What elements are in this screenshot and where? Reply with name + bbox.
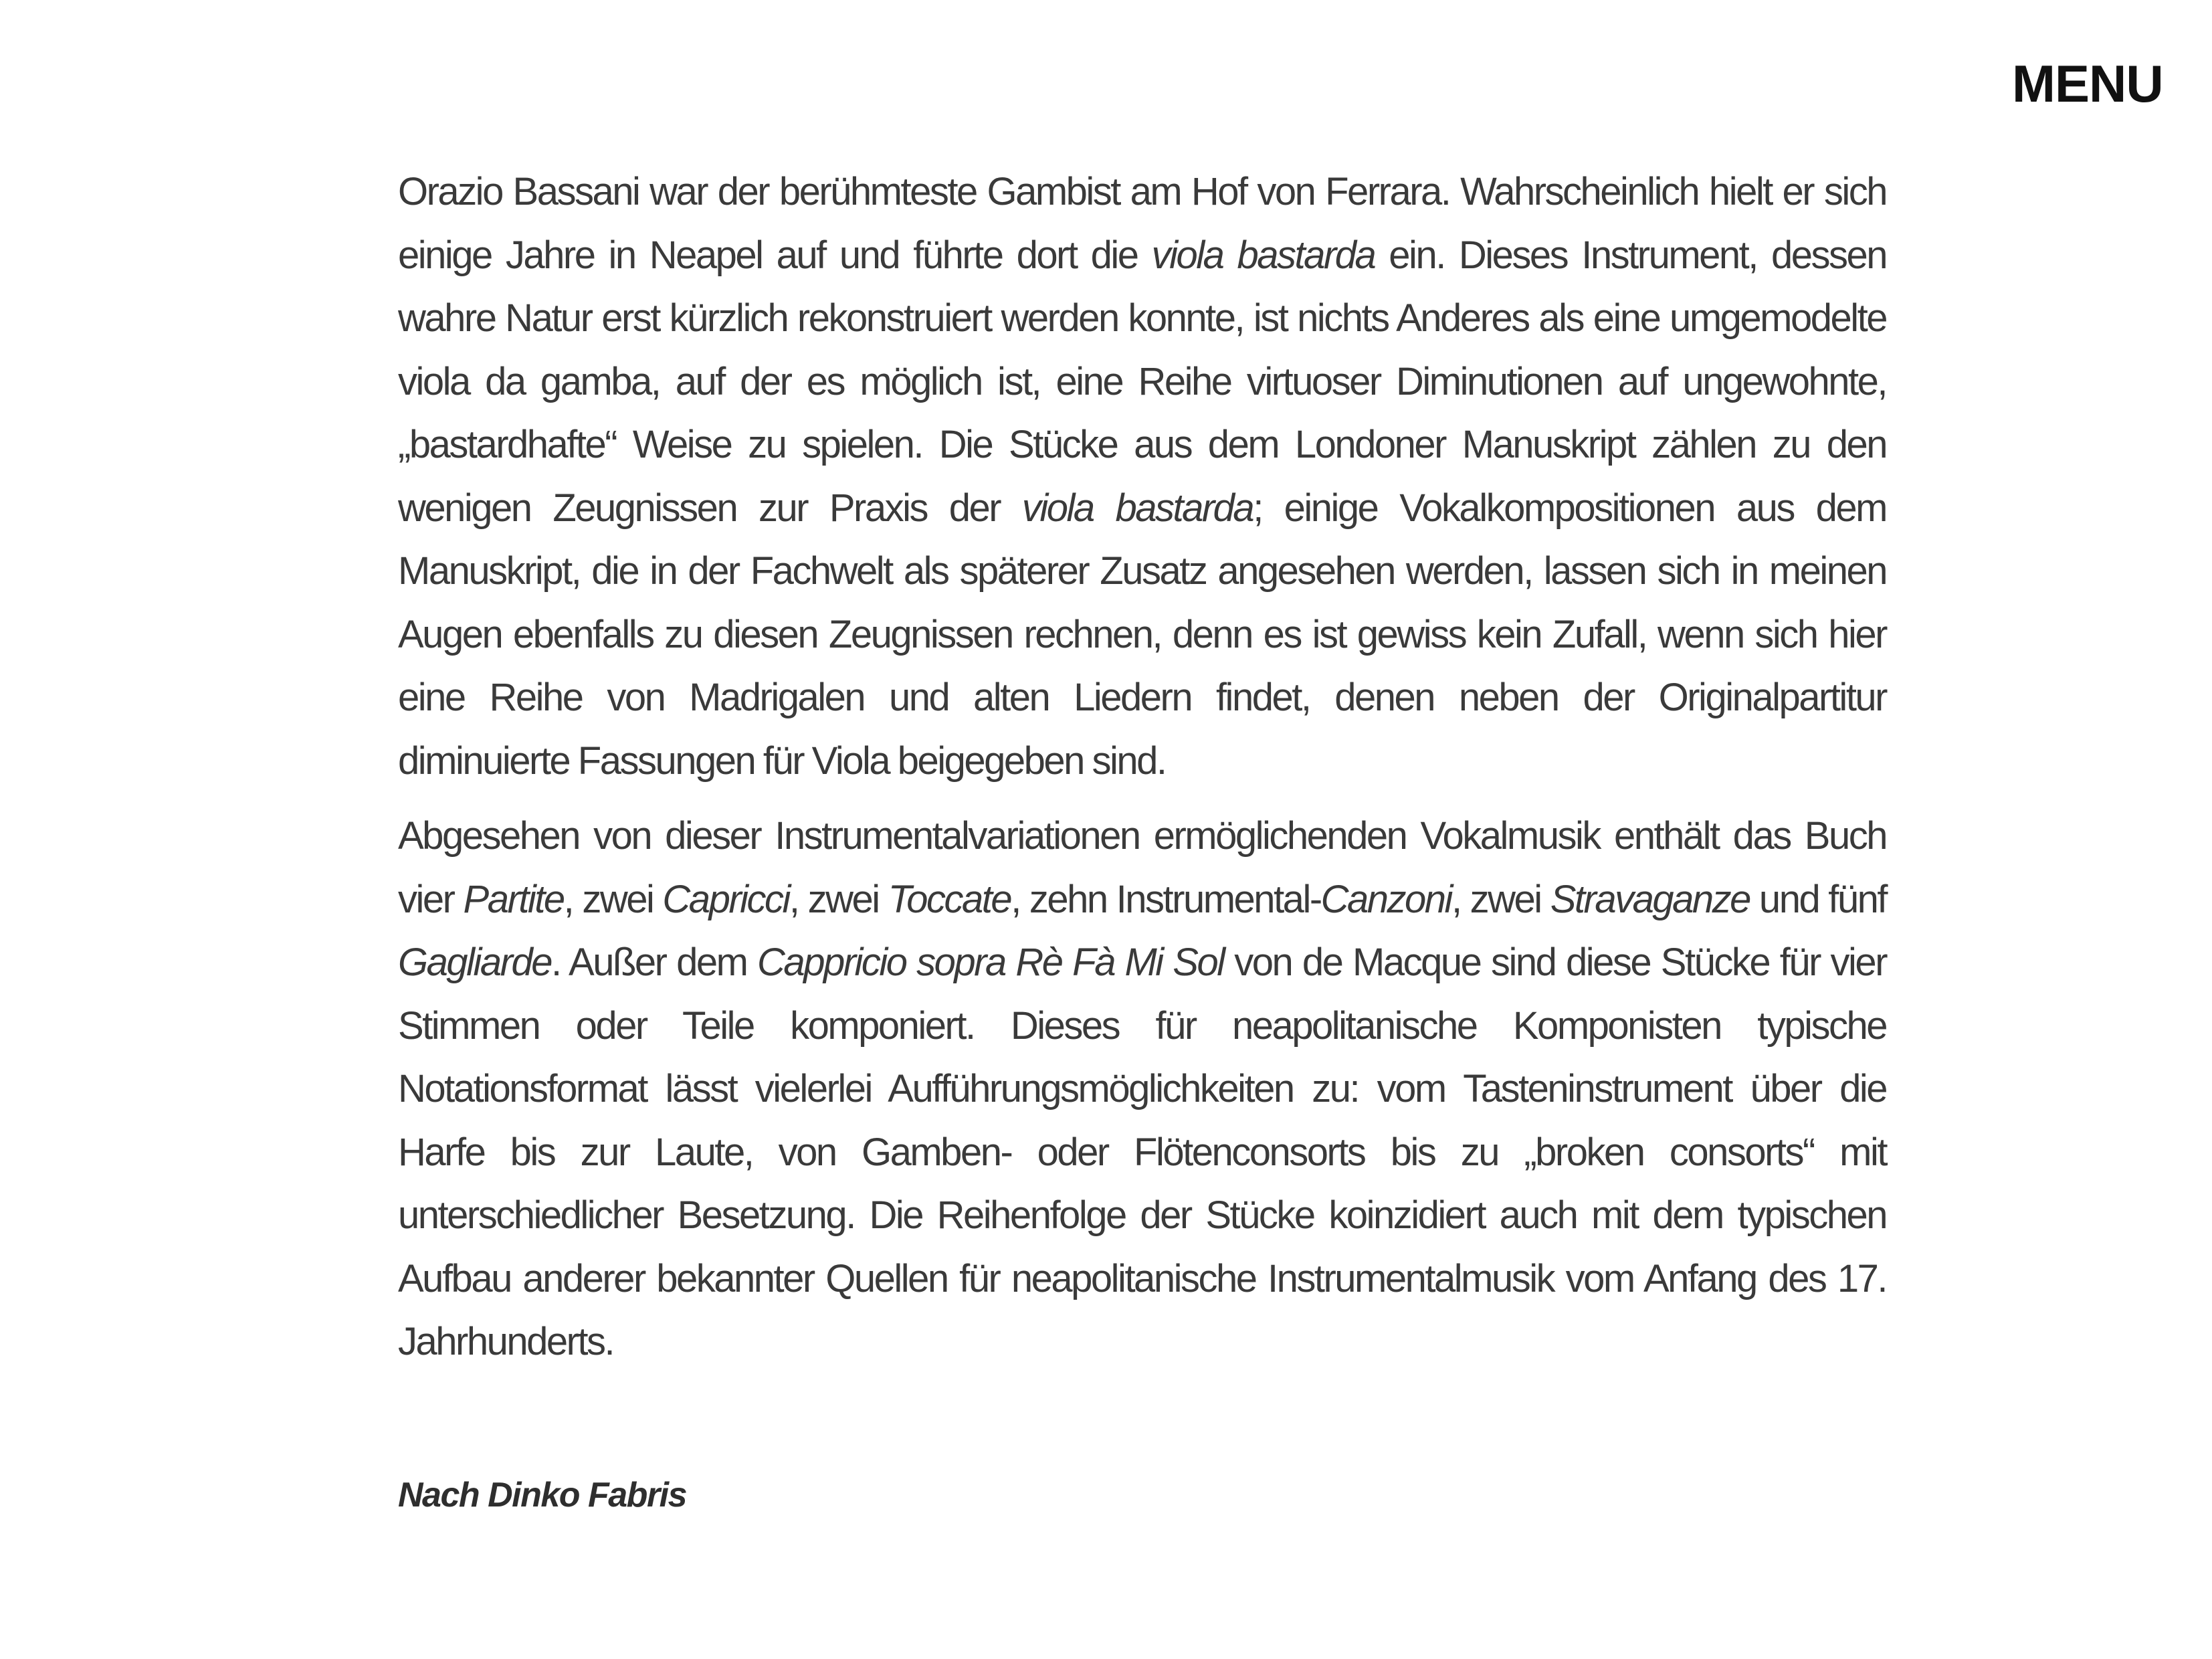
text-run: Orazio Bassani war der berühmteste Gambist am Hof von Ferrara. Wahrscheinlich hielt er sich einige Jahre in Neapel auf und führte dort die [398, 170, 1886, 277]
italic-term: viola bastarda [1151, 233, 1375, 277]
text-run: ; einige Vokalkompositionen aus dem Manuskript, die in der Fachwelt als späterer Zusatz angesehen werden, lassen sich in meinen Augen ebenfalls zu diesen Zeugnissen rechnen, denn es ist gewiss kein Zufall, wenn sich hier eine Reihe von Madrigalen und alten Liedern findet, denen neben der Originalpartitur diminuierte Fassungen für Viola beigegeben sind. [398, 486, 1886, 783]
text-run: , zehn Instrumental- [1011, 877, 1321, 921]
text-run: , zwei [1451, 877, 1550, 921]
italic-term: Cappricio sopra Rè Fà Mi Sol [757, 941, 1224, 984]
italic-term: Canzoni [1320, 877, 1451, 921]
text-run: von de Macque sind diese Stücke für vier Stimmen oder Teile komponiert. Dieses für neapolitanische Komponisten typische Notationsformat lässt vielerlei Aufführungsmöglichkeiten zu: vom Tasteninstrument über die Harfe bis zur Laute, von Gamben- oder Flötenconsorts bis zu „broken consorts“ mit unterschiedlicher Besetzung. Die Reihenfolge der Stücke koinzidiert auch mit dem typischen Aufbau anderer bekannter Quellen für neapolitanische Instrumentalmusik vom Anfang des 17. Jahrhunderts. [398, 941, 1887, 1363]
menu-button[interactable]: MENU [2012, 54, 2163, 113]
italic-term: viola bastarda [1021, 486, 1253, 530]
paragraph-2 [398, 805, 1886, 1374]
italic-term: Capricci [662, 877, 789, 921]
text-run: . Außer dem [550, 941, 758, 984]
article-body [398, 161, 1886, 1374]
text-run: , zwei [563, 877, 663, 921]
text-run: und fünf [1749, 877, 1886, 921]
attribution: Nach Dinko Fabris [398, 1476, 687, 1515]
italic-term: Stravaganze [1550, 877, 1750, 921]
text-run: Abgesehen von dieser Instrumentalvariationen ermöglichenden Vokalmusik enthält das Buch vier [398, 814, 1886, 921]
paragraph-1 [398, 161, 1886, 793]
italic-term: Toccate [888, 877, 1011, 921]
text-run: ein. Dieses Instrument, dessen wahre Natur erst kürzlich rekonstruiert werden konnte, ist nichts Anderes als eine umgemodelte viola da gamba, auf der es möglich ist, eine Reihe virtuoser Diminutionen auf ungewohnte, „bastardhafte“ Weise zu spielen. Die Stücke aus dem Londoner Manuskript zählen zu den wenigen Zeugnissen zur Praxis der [398, 233, 1886, 530]
italic-term: Partite [463, 877, 564, 921]
italic-term: Gagliarde [398, 941, 551, 984]
text-run: , zwei [789, 877, 888, 921]
